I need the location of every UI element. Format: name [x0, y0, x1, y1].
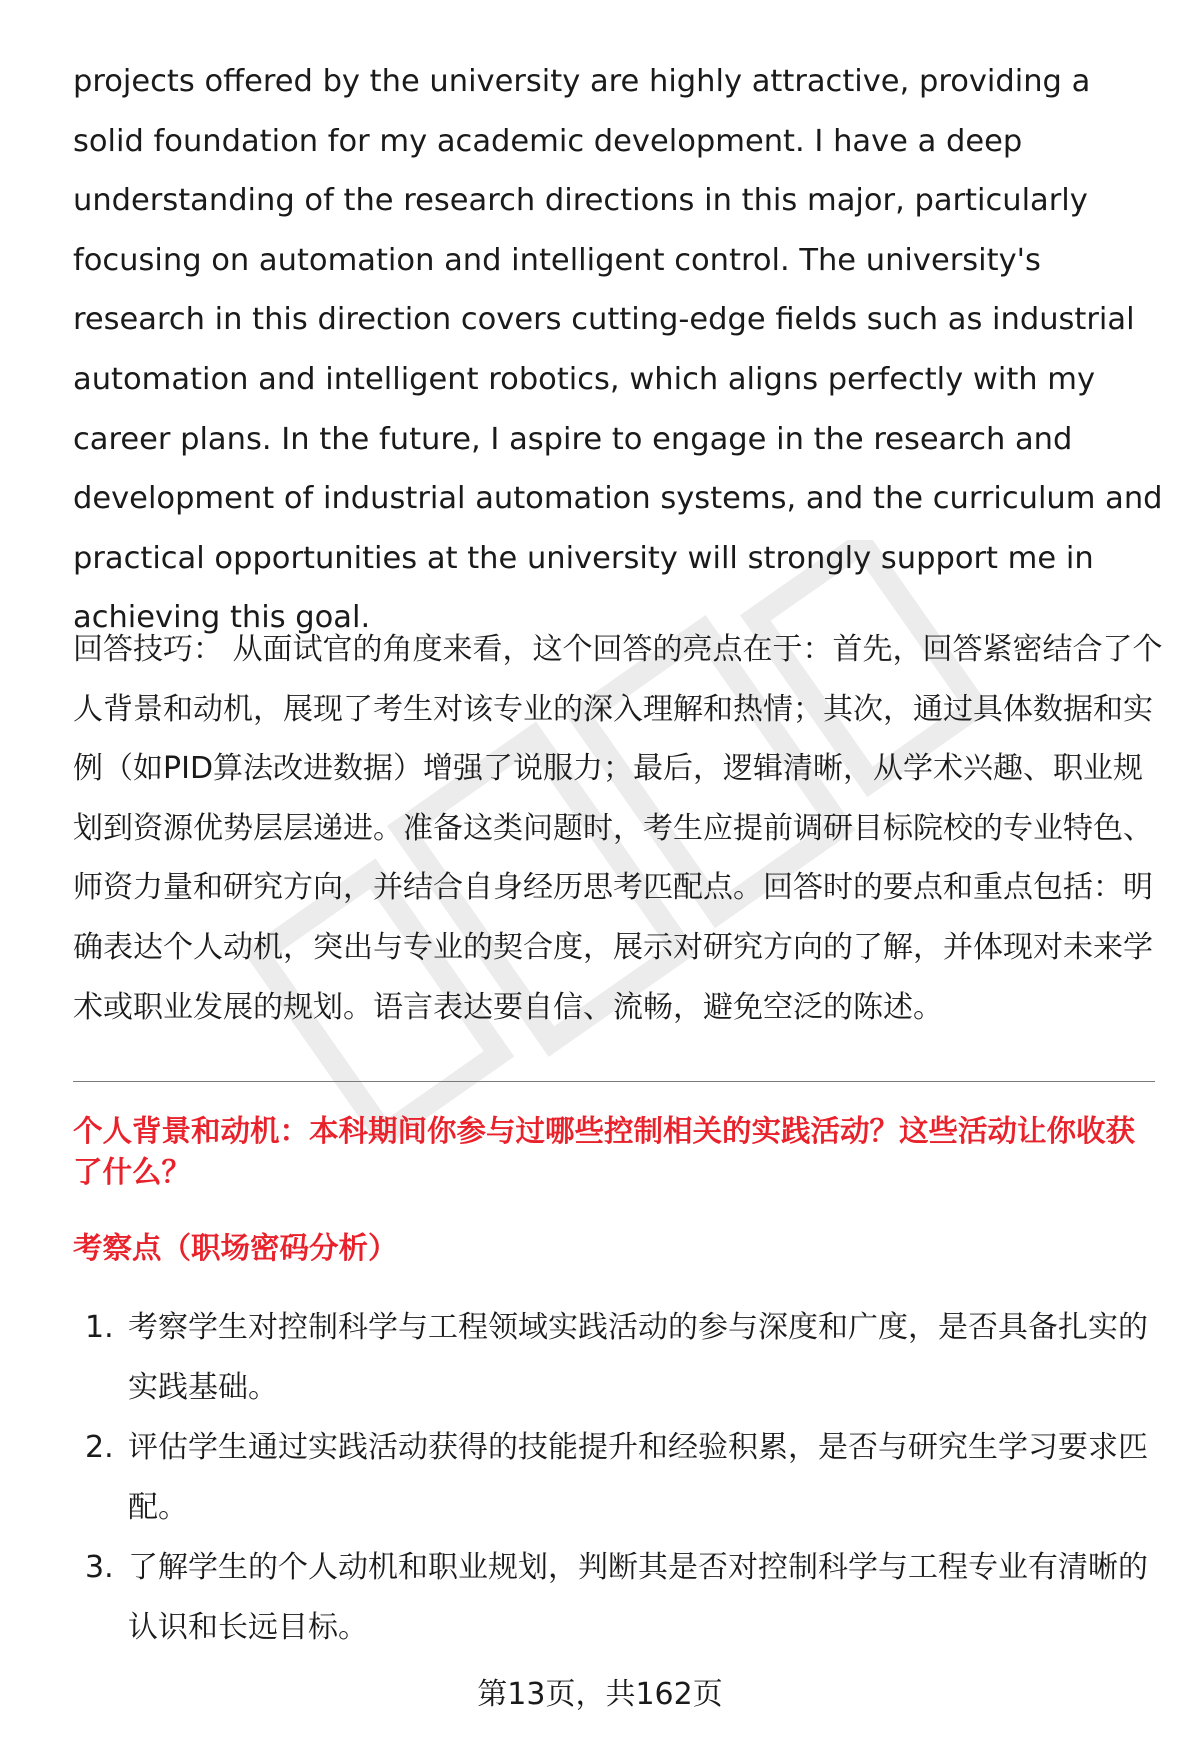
list-item	[73, 1298, 1163, 1418]
english-answer-paragraph: projects offered by the university are highly attractive, providing a solid foundation for my academic development. I have a deep understanding of the research directions in this major, particularly focusing on automation and intelligent control. The university's research in this direction covers cutting-edge fields such as industrial automation and intelligent robotics, which aligns perfectly with my career plans. In the future, I aspire to engage in the research and development of industrial automation systems, and the curriculum and practical opportunities at the university will strongly support me in achieving this goal.	[73, 64, 1163, 636]
answer-tips-text: 从面试官的角度来看，这个回答的亮点在于：首先，回答紧密结合了个人背景和动机，展现了考生对该专业的深入理解和热情；其次，通过具体数据和实例（如PID算法改进数据）增强了说服力；最后，逻辑清晰，从学术兴趣、职业规划到资源优势层层递进。准备这类问题时，考生应提前调研目标院校的专业特色、师资力量和研究方向，并结合自身经历思考匹配点。回答时的要点和重点包括：明确表达个人动机，突出与专业的契合度，展示对研究方向的了解，并体现对未来学术或职业发展的规划。语言表达要自信、流畅，避免空泛的陈述。	[73, 632, 1163, 1025]
assessment-heading: 考察点（职场密码分析）	[73, 1231, 398, 1265]
section-divider	[73, 1081, 1155, 1082]
list-item-number: 1.	[85, 1310, 114, 1345]
list-item	[73, 1418, 1163, 1538]
answer-tips-paragraph	[73, 620, 1163, 1037]
answer-tips-label: 回答技巧：	[73, 632, 223, 667]
list-item-number: 2.	[85, 1430, 114, 1465]
list-item-text: 评估学生通过实践活动获得的技能提升和经验积累，是否与研究生学习要求匹配。	[128, 1430, 1148, 1525]
list-item-text: 了解学生的个人动机和职业规划，判断其是否对控制科学与工程专业有清晰的认识和长远目标。	[128, 1550, 1148, 1645]
list-item-number: 3.	[85, 1550, 114, 1585]
list-item	[73, 1538, 1163, 1658]
question-heading: 个人背景和动机：本科期间你参与过哪些控制相关的实践活动？这些活动让你收获了什么？	[73, 1114, 1136, 1189]
list-item-text: 考察学生对控制科学与工程领域实践活动的参与深度和广度，是否具备扎实的实践基础。	[128, 1310, 1148, 1405]
assessment-list	[73, 1298, 1163, 1658]
page-number-footer: 第13页，共162页	[477, 1677, 723, 1712]
